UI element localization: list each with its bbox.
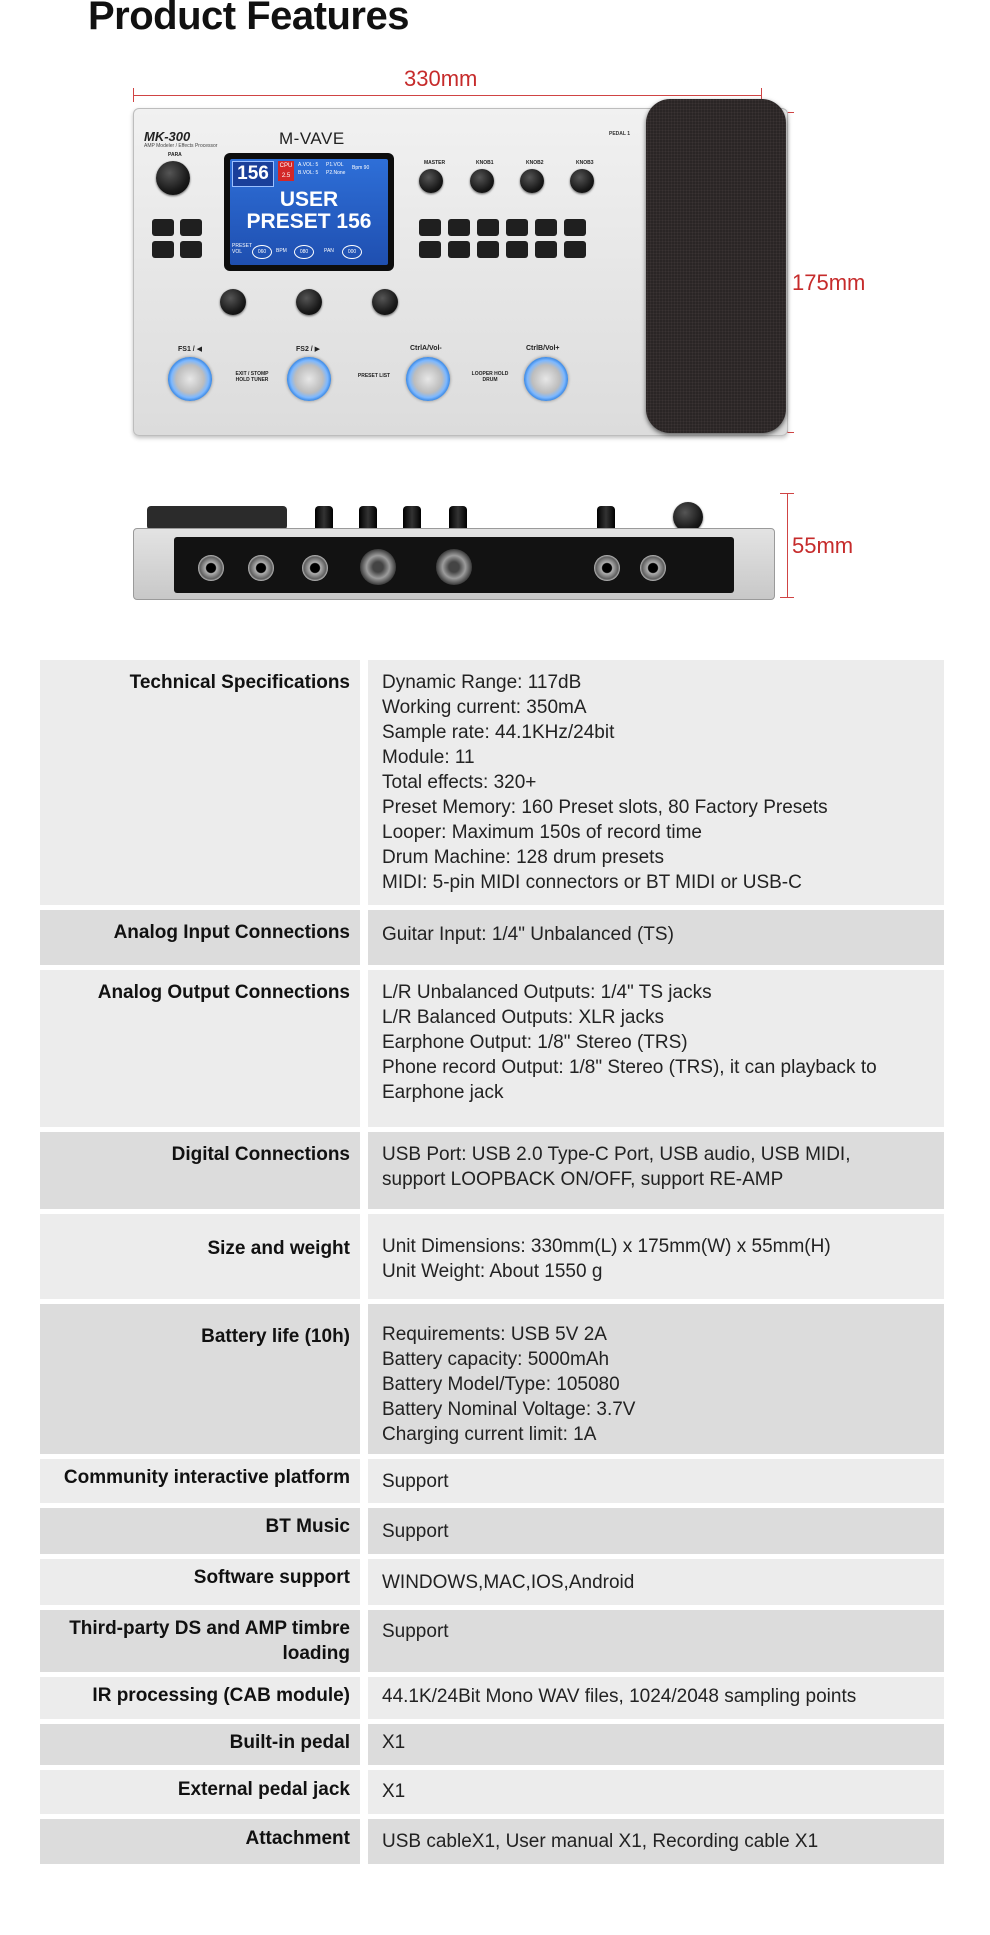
spec-value	[368, 1214, 944, 1299]
screen-cpu-badge: CPU 2.5	[279, 163, 293, 179]
spec-label: Software support	[40, 1559, 360, 1605]
spec-label: Attachment	[40, 1819, 360, 1864]
spec-value-line: Looper: Maximum 150s of record time	[382, 822, 702, 843]
spec-value	[368, 1610, 944, 1672]
master-knob-label: MASTER	[424, 160, 446, 166]
unbalanced-output-right	[640, 555, 666, 581]
spec-row-software	[40, 1559, 944, 1605]
spec-value-line: Support	[382, 1471, 449, 1492]
knob3-label: KNOB3	[576, 160, 594, 166]
spec-label: Analog Input Connections	[40, 910, 360, 965]
knob2	[520, 169, 544, 193]
spec-label: IR processing (CAB module)	[40, 1677, 360, 1719]
lower-knob-1	[220, 289, 246, 315]
spec-value	[368, 1559, 944, 1605]
screen-status-bvol: B.VOL: 5	[298, 170, 319, 176]
para-knob	[156, 161, 190, 195]
spec-value-line: Earphone jack	[382, 1082, 504, 1103]
back-pedal-edge	[147, 506, 287, 530]
device-back-view	[133, 506, 773, 598]
device-top-view	[133, 108, 788, 436]
height-dimension-line	[787, 493, 788, 597]
spec-value	[368, 1304, 944, 1454]
knob1	[470, 169, 494, 193]
screen-main-line1: USER	[279, 188, 339, 211]
screen-preset-number: 156	[232, 161, 274, 187]
display-screen	[224, 153, 394, 271]
screen-dial-2: 080	[294, 245, 314, 259]
expression-pedal-jack	[198, 555, 224, 581]
spec-value	[368, 1677, 944, 1719]
spec-label: Analog Output Connections	[40, 970, 360, 1127]
spec-value	[368, 1459, 944, 1503]
spec-value-line: Unit Weight: About 1550 g	[382, 1261, 603, 1282]
spec-label: Digital Connections	[40, 1132, 360, 1209]
fs1-label: FS1 / ◀	[178, 346, 203, 353]
pedal-label: PEDAL 1	[609, 131, 631, 137]
page-title: Product Features	[88, 0, 409, 38]
guitar-input-jack	[248, 555, 274, 581]
button-grid-1	[152, 219, 174, 236]
spec-value-line: MIDI: 5-pin MIDI connectors or BT MIDI or USB-C	[382, 872, 802, 893]
spec-value-line: Earphone Output: 1/8" Stereo (TRS)	[382, 1032, 688, 1053]
spec-row-attachment	[40, 1819, 944, 1864]
spec-label: Built-in pedal	[40, 1724, 360, 1765]
spec-value	[368, 1819, 944, 1864]
spec-value-line: Total effects: 320+	[382, 772, 537, 793]
spec-value-line: Unit Dimensions: 330mm(L) x 175mm(W) x 55mm(H)	[382, 1236, 831, 1257]
effect-button-11	[535, 241, 557, 258]
screen-preset-vol-label: PRESET VOL	[232, 243, 252, 255]
height-dimension-label: 55mm	[792, 533, 854, 558]
screen-dial-1: 060	[252, 245, 272, 259]
expression-pedal	[646, 99, 786, 433]
height-dimension-tick-top	[780, 493, 794, 494]
spec-row-bt-music	[40, 1508, 944, 1554]
spec-label: Third-party DS and AMP timbre loading	[40, 1610, 360, 1672]
spec-row-analog-output	[40, 970, 944, 1127]
screen-main-line2: PRESET 156	[246, 210, 372, 233]
spec-label: External pedal jack	[40, 1770, 360, 1814]
fs2-ctrla-sublabel: PRESET LIST	[357, 373, 391, 379]
spec-value	[368, 660, 944, 905]
footswitch-fs2	[287, 357, 331, 401]
spec-value-line: Working current: 350mA	[382, 697, 587, 718]
spec-row-battery	[40, 1304, 944, 1454]
spec-value	[368, 1132, 944, 1209]
screen-status-p2: P2.None	[326, 170, 346, 176]
effect-button-12	[564, 241, 586, 258]
spec-value-line: USB cableX1, User manual X1, Recording cable X1	[382, 1831, 819, 1852]
device-model-name: MK-300	[144, 129, 191, 144]
effect-button-7	[419, 241, 441, 258]
screen-status-avol: A.VOL: 5	[298, 162, 319, 168]
width-dimension-label: 330mm	[404, 66, 478, 91]
spec-value-line: 44.1K/24Bit Mono WAV files, 1024/2048 sampling points	[382, 1686, 857, 1707]
spec-value-line: Phone record Output: 1/8" Stereo (TRS), it can playback to	[382, 1057, 877, 1078]
display-screen-content	[230, 159, 388, 265]
footswitch-ctrla	[406, 357, 450, 401]
spec-value	[368, 1508, 944, 1554]
effect-button-8	[448, 241, 470, 258]
fs2-label: FS2 / ▶	[296, 346, 321, 353]
spec-row-analog-input	[40, 910, 944, 965]
spec-value	[368, 1724, 944, 1765]
effect-button-3	[477, 219, 499, 236]
spec-label: BT Music	[40, 1508, 360, 1554]
spec-value-line: USB Port: USB 2.0 Type-C Port, USB audio, USB MIDI,	[382, 1144, 851, 1165]
para-knob-label: PARA	[168, 152, 182, 158]
footswitch-fs1	[168, 357, 212, 401]
ctrla-label: CtrlA/Vol-	[410, 345, 442, 352]
effect-button-2	[448, 219, 470, 236]
spec-label: Community interactive platform	[40, 1459, 360, 1503]
spec-row-ir-processing	[40, 1677, 944, 1719]
spec-value-line: WINDOWS,MAC,IOS,Android	[382, 1572, 635, 1593]
spec-value-line: Drum Machine: 128 drum presets	[382, 847, 664, 868]
knob3	[570, 169, 594, 193]
spec-value-line: Sample rate: 44.1KHz/24bit	[382, 722, 615, 743]
width-dimension-line	[133, 95, 761, 96]
depth-dimension-label: 175mm	[792, 270, 866, 295]
effect-button-5	[535, 219, 557, 236]
screen-dial-3-label: PAN	[324, 248, 334, 254]
spec-label: Battery life (10h)	[40, 1304, 360, 1454]
effect-button-4	[506, 219, 528, 236]
spec-row-community	[40, 1459, 944, 1503]
spec-value-line: L/R Unbalanced Outputs: 1/4" TS jacks	[382, 982, 712, 1003]
back-connector-panel	[174, 537, 734, 593]
spec-row-built-in-pedal	[40, 1724, 944, 1765]
footswitch-ctrlb	[524, 357, 568, 401]
width-dimension-tick-left	[133, 88, 134, 102]
button-grid-2	[180, 219, 202, 236]
spec-value-line: Requirements: USB 5V 2A	[382, 1324, 607, 1345]
spec-value-line: Charging current limit: 1A	[382, 1424, 597, 1445]
spec-value-line: Preset Memory: 160 Preset slots, 80 Factory Presets	[382, 797, 828, 818]
screen-status-p1vol: P1.VOL	[326, 162, 344, 168]
effect-button-6	[564, 219, 586, 236]
lower-knob-3	[372, 289, 398, 315]
ctrla-ctrlb-sublabel: LOOPER HOLD DRUM	[471, 371, 509, 383]
spec-row-external-pedal	[40, 1770, 944, 1814]
spec-value-line: Battery Nominal Voltage: 3.7V	[382, 1399, 636, 1420]
device-model-subtitle: AMP Modeler / Effects Processor	[144, 143, 218, 149]
spec-value-line: Dynamic Range: 117dB	[382, 672, 582, 693]
xlr-output-right	[436, 549, 472, 585]
spec-row-digital	[40, 1132, 944, 1209]
spec-value-line: Battery Model/Type: 105080	[382, 1374, 620, 1395]
ctrlb-label: CtrlB/Vol+	[526, 345, 560, 352]
screen-status-bpm: Bpm 90	[352, 165, 370, 171]
spec-value-line: Module: 11	[382, 747, 475, 768]
xlr-output-left	[360, 549, 396, 585]
spec-value-line: Guitar Input: 1/4" Unbalanced (TS)	[382, 924, 674, 945]
spec-value	[368, 970, 944, 1127]
spec-value-line: Battery capacity: 5000mAh	[382, 1349, 610, 1370]
button-grid-4	[180, 241, 202, 258]
spec-label: Technical Specifications	[40, 660, 360, 905]
fs1-fs2-sublabel: EXIT / STOMP HOLD TUNER	[235, 371, 269, 383]
knob2-label: KNOB2	[526, 160, 544, 166]
spec-value-line: L/R Balanced Outputs: XLR jacks	[382, 1007, 664, 1028]
spec-value-line: X1	[382, 1732, 406, 1753]
lower-knob-2	[296, 289, 322, 315]
screen-dial-3: 000	[342, 245, 362, 259]
midi-jack	[302, 555, 328, 581]
device-brand-logo: M-VAVE	[279, 129, 345, 148]
unbalanced-output-left	[594, 555, 620, 581]
master-knob	[419, 169, 443, 193]
spec-value-line: support LOOPBACK ON/OFF, support RE-AMP	[382, 1169, 784, 1190]
effect-button-10	[506, 241, 528, 258]
spec-value	[368, 1770, 944, 1814]
screen-main-text	[230, 189, 388, 233]
spec-row-size-weight	[40, 1214, 944, 1299]
spec-label: Size and weight	[40, 1214, 360, 1299]
effect-button-1	[419, 219, 441, 236]
back-panel-body	[133, 528, 775, 600]
spec-row-technical	[40, 660, 944, 905]
knob1-label: KNOB1	[476, 160, 494, 166]
spec-value	[368, 910, 944, 965]
spec-value-line: X1	[382, 1781, 406, 1802]
spec-row-third-party	[40, 1610, 944, 1672]
spec-value-line: Support	[382, 1621, 449, 1642]
screen-dial-2-label: BPM	[276, 248, 287, 254]
height-dimension-tick-bottom	[780, 597, 794, 598]
effect-button-9	[477, 241, 499, 258]
spec-value-line: Support	[382, 1521, 449, 1542]
button-grid-3	[152, 241, 174, 258]
